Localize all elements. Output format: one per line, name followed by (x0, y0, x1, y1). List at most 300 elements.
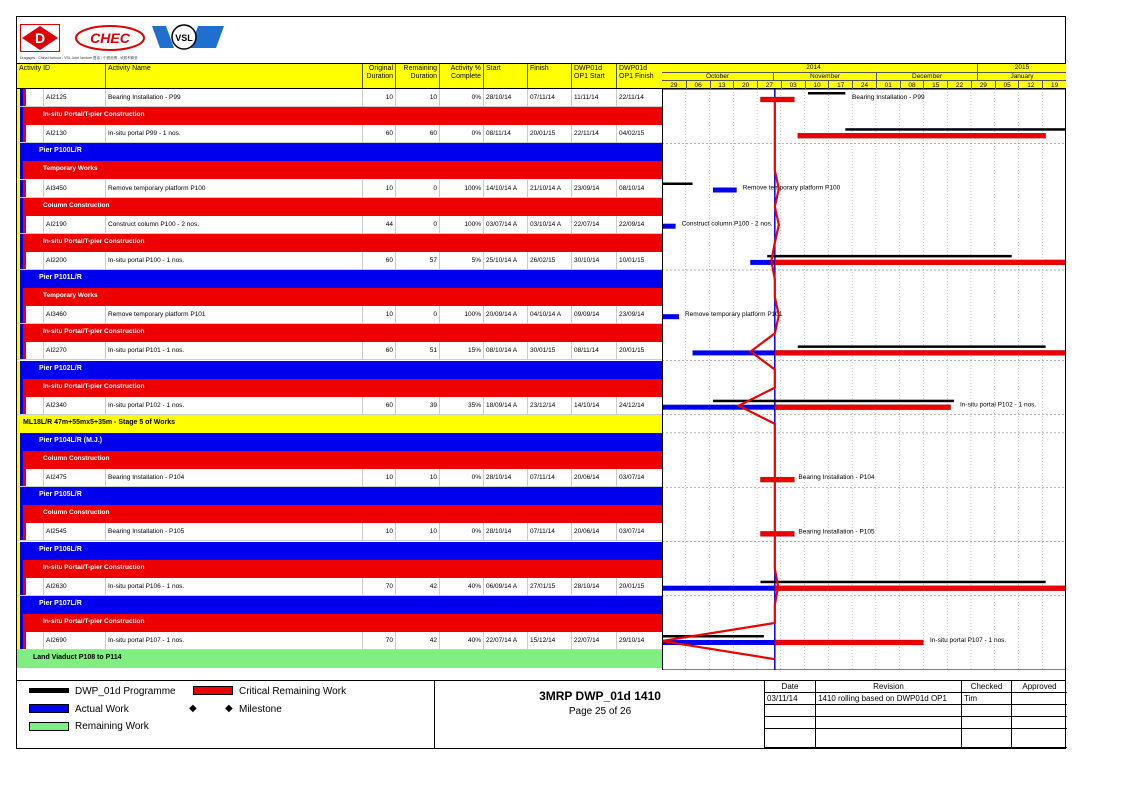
indent-stripe (17, 361, 20, 379)
rev-empty-cell (815, 717, 961, 729)
gantt-row-bg (662, 505, 1066, 523)
op1-start-cell: 11/11/14 (571, 89, 616, 107)
critical-remaining-bar (798, 133, 1046, 138)
indent-stripe (23, 252, 26, 269)
finish-cell: 15/12/14 (527, 632, 571, 650)
indent-stripe (23, 342, 26, 359)
activity-name-cell: Bearing Installation - P99 (105, 89, 362, 107)
indent-stripe (17, 433, 20, 451)
critical-remaining-bar (760, 531, 794, 536)
timescale-day: 24 (852, 80, 876, 89)
remaining-duration-cell: 10 (395, 469, 439, 487)
gantt-row-bg (662, 415, 1066, 433)
indent-stripe (17, 143, 20, 161)
activity-name-cell: Remove temporary platform P101 (105, 306, 362, 324)
op1-start-cell: 14/10/14 (571, 397, 616, 415)
timescale-day: 01 (876, 80, 900, 89)
activity-id-cell: AI2130 (43, 125, 105, 143)
wbs-band-label: Column Construction (43, 201, 110, 209)
timescale-day: 29 (662, 80, 686, 89)
programme-bar (845, 128, 1066, 131)
remaining-duration-cell: 0 (395, 306, 439, 324)
activity-id-cell: AI2270 (43, 342, 105, 360)
timescale-day: 27 (757, 80, 781, 89)
percent-complete-cell: 0% (439, 125, 483, 143)
legend (17, 680, 434, 748)
op1-finish-cell: 08/10/14 (616, 180, 662, 198)
gantt-row-bg (662, 650, 1066, 668)
actual-work-bar (662, 224, 676, 229)
wbs-band-row[interactable] (17, 361, 662, 379)
wbs-band-label: In-situ Portal/T-pier Construction (43, 111, 145, 119)
op1-start-cell: 23/09/14 (571, 180, 616, 198)
programme-bar (767, 255, 1011, 258)
bar-label: Remove temporary platform P100 (742, 184, 841, 192)
percent-complete-cell: 5% (439, 252, 483, 270)
wbs-band-row[interactable] (17, 198, 662, 216)
milestone-diamond-icon: ◆ (225, 703, 233, 714)
start-cell: 28/10/14 (483, 523, 527, 541)
remaining-duration-cell: 51 (395, 342, 439, 360)
op1-start-cell: 22/07/14 (571, 632, 616, 650)
start-cell: 08/10/14 A (483, 342, 527, 360)
remaining-duration-cell: 60 (395, 125, 439, 143)
percent-complete-cell: 35% (439, 397, 483, 415)
wbs-band-row[interactable] (17, 433, 662, 451)
activity-id-cell: AI2690 (43, 632, 105, 650)
rev-header-revision: Revision (815, 681, 961, 693)
wbs-band-row[interactable] (17, 505, 662, 523)
rev-approved (1011, 693, 1067, 705)
gantt-row-bg (662, 379, 1066, 397)
rev-header-checked: Checked (961, 681, 1011, 693)
bar-label: Bearing Installation - P104 (798, 474, 875, 482)
col-activity-id[interactable]: Activity ID (19, 65, 51, 72)
wbs-band-row[interactable] (17, 234, 662, 252)
op1-start-cell: 22/11/14 (571, 125, 616, 143)
table-row[interactable] (17, 523, 662, 541)
table-row[interactable] (17, 306, 662, 324)
wbs-band-row[interactable] (17, 614, 662, 632)
wbs-band-label: In-situ Portal/T-pier Construction (43, 237, 145, 245)
col-finish[interactable]: Finish (527, 64, 571, 88)
svg-text:VSL: VSL (175, 33, 193, 43)
indent-stripe (23, 578, 26, 595)
col-activity-name[interactable]: Activity Name (105, 64, 379, 88)
rev-header-date: Date (765, 681, 815, 693)
bar-label: In-situ portal P107 - 1 nos. (930, 637, 1007, 644)
svg-text:CHEC: CHEC (90, 30, 130, 46)
indent-stripe (20, 379, 23, 397)
programme-bar (662, 635, 764, 638)
op1-start-cell: 08/11/14 (571, 342, 616, 360)
finish-cell: 07/11/14 (527, 469, 571, 487)
rev-empty-cell (765, 705, 815, 717)
wbs-band-label: Temporary Works (43, 165, 98, 173)
wbs-band-row[interactable] (17, 288, 662, 306)
op1-start-cell: 20/06/14 (571, 469, 616, 487)
rev-checked: Tim (961, 693, 1011, 705)
op1-finish-cell: 20/01/15 (616, 578, 662, 596)
timescale-day: 05 (995, 80, 1019, 89)
original-duration-cell: 10 (362, 180, 395, 198)
timescale-day: 29 (971, 80, 995, 89)
col-start[interactable]: Start (483, 64, 527, 88)
table-row[interactable] (17, 632, 662, 650)
percent-complete-cell: 40% (439, 632, 483, 650)
op1-finish-cell: 24/12/14 (616, 397, 662, 415)
start-cell: 22/07/14 A (483, 632, 527, 650)
bar-label: Remove temporary platform P101 (684, 311, 783, 319)
original-duration-cell: 70 (362, 578, 395, 596)
op1-finish-cell: 03/07/14 (616, 523, 662, 541)
wbs-band-row[interactable] (17, 451, 662, 469)
indent-stripe (20, 451, 23, 469)
indent-stripe (17, 270, 20, 288)
actual-work-bar (713, 188, 737, 193)
wbs-band-label: Pier P107L/R (39, 599, 82, 607)
indent-stripe (23, 125, 26, 142)
rev-empty-cell (1011, 717, 1067, 729)
finish-cell: 07/11/14 (527, 89, 571, 107)
col-activity-complete[interactable]: Activity % Complete (439, 64, 483, 88)
table-row[interactable] (17, 180, 662, 198)
page-number: Page 25 of 26 (568, 706, 632, 717)
gantt-bars (662, 89, 1066, 670)
start-cell: 03/07/14 A (483, 216, 527, 234)
revision-table (764, 680, 1066, 748)
indent-stripe (23, 180, 26, 197)
gantt-row-bg (662, 234, 1066, 252)
col-original-duration[interactable]: Original Duration (362, 64, 395, 88)
gantt-row-bg (662, 270, 1066, 288)
gantt-row-bg (662, 542, 1066, 560)
op1-finish-cell: 10/01/15 (616, 252, 662, 270)
wbs-band-row[interactable] (17, 650, 662, 668)
activity-name-cell: Remove temporary platform P100 (105, 180, 362, 198)
bar-label: Construct column P100 - 2 nos. (681, 220, 773, 228)
op1-start-cell: 22/07/14 (571, 216, 616, 234)
programme-bar (808, 92, 845, 95)
actual-work-bar (662, 586, 775, 591)
timescale-day: 22 (947, 80, 971, 89)
op1-finish-cell: 22/09/14 (616, 216, 662, 234)
original-duration-cell: 10 (362, 523, 395, 541)
activity-name-cell: In-situ portal P102 - 1 nos. (105, 397, 362, 415)
bar-label: Bearing Installation - P99 (852, 94, 925, 101)
timescale-day: 03 (781, 80, 805, 89)
gantt-row-bg (662, 143, 1066, 161)
activity-id-cell: AI2340 (43, 397, 105, 415)
year-2014: 2014 (806, 64, 821, 71)
activity-name-cell: Construct column P100 - 2 nos. (105, 216, 362, 234)
percent-complete-cell: 15% (439, 342, 483, 360)
rev-description: 1410 rolling based on DWP01d OP1 (815, 693, 961, 705)
rev-empty-cell (765, 729, 815, 748)
start-cell: 08/11/14 (483, 125, 527, 143)
rev-empty-cell (1011, 729, 1067, 748)
legend-actual-swatch (29, 704, 69, 713)
gantt-row-bg (662, 487, 1066, 505)
vsl-logo-icon (152, 22, 224, 52)
activity-id-cell: AI2630 (43, 578, 105, 596)
programme-bar (760, 581, 1045, 584)
legend-remaining-label: Remaining Work (75, 721, 149, 732)
finish-cell: 30/01/15 (527, 342, 571, 360)
original-duration-cell: 10 (362, 469, 395, 487)
rev-empty-cell (765, 717, 815, 729)
table-row[interactable] (17, 216, 662, 234)
activity-table (17, 89, 662, 670)
gantt-row-bg (662, 433, 1066, 451)
programme-bar (662, 183, 693, 186)
table-row[interactable] (17, 342, 662, 360)
rev-header-approved: Approved (1011, 681, 1067, 693)
activity-name-cell: In-situ portal P100 - 1 nos. (105, 252, 362, 270)
document-title: 3MRP DWP_01d 1410 (539, 689, 661, 703)
activity-id-cell: AI2475 (43, 469, 105, 487)
percent-complete-cell: 40% (439, 578, 483, 596)
wbs-band-row[interactable] (17, 379, 662, 397)
company-logos (20, 22, 210, 58)
wbs-band-row[interactable] (17, 542, 662, 560)
wbs-band-label: Pier P101L/R (39, 274, 82, 281)
col-op1-start[interactable]: DWP01d OP1 Start (571, 64, 616, 88)
percent-complete-cell: 0% (439, 469, 483, 487)
actual-work-bar (693, 350, 775, 355)
wbs-band-label: Column Construction (43, 455, 110, 462)
activity-id-cell: AI2200 (43, 252, 105, 270)
rev-empty-cell (815, 729, 961, 748)
bar-label: Bearing Installation - P105 (798, 528, 875, 536)
wbs-band-row[interactable] (17, 415, 662, 433)
original-duration-cell: 70 (362, 632, 395, 650)
gantt-row-bg (662, 198, 1066, 216)
legend-programme-swatch (29, 688, 69, 693)
critical-remaining-bar (775, 640, 924, 645)
activity-name-cell: In-situ portal P101 - 1 nos. (105, 342, 362, 360)
indent-stripe (23, 306, 26, 323)
percent-complete-cell: 100% (439, 216, 483, 234)
critical-remaining-bar (775, 350, 1066, 355)
rev-empty-cell (1011, 705, 1067, 717)
table-header (17, 63, 662, 89)
wbs-band-label: In-situ Portal/T-pier Construction (43, 382, 145, 390)
indent-stripe (23, 632, 26, 649)
remaining-duration-cell: 10 (395, 89, 439, 107)
table-row[interactable] (17, 252, 662, 270)
activity-name-cell: In-situ portal P106 - 1 nos. (105, 578, 362, 596)
indent-stripe (20, 505, 23, 523)
indent-stripe (20, 614, 23, 632)
wbs-band-label: In-situ Portal/T-pier Construction (43, 617, 145, 625)
op1-finish-cell: 20/01/15 (616, 342, 662, 360)
op1-start-cell: 09/09/14 (571, 306, 616, 324)
start-cell: 14/10/14 A (483, 180, 527, 198)
original-duration-cell: 10 (362, 89, 395, 107)
col-remaining-duration[interactable]: Remaining Duration (395, 64, 439, 88)
timescale-day: 15 (923, 80, 947, 89)
activity-id-cell: AI2190 (43, 216, 105, 234)
finish-cell: 23/12/14 (527, 397, 571, 415)
start-cell: 25/10/14 A (483, 252, 527, 270)
programme-bar (798, 345, 1046, 348)
critical-remaining-bar (760, 477, 794, 482)
timescale-day: 10 (805, 80, 829, 89)
wbs-band-label: Pier P100L/R (39, 147, 82, 155)
activity-id-cell: AI2125 (43, 89, 105, 107)
indent-stripe (17, 487, 20, 505)
logo-caption: Dragages - China Harbour - VSL Joint Venture 寶嘉 - 中國港灣 - 威勝利聯營 (20, 56, 138, 60)
critical-remaining-bar (760, 97, 794, 102)
start-cell: 06/09/14 A (483, 578, 527, 596)
indent-stripe (23, 397, 26, 414)
indent-stripe (20, 324, 23, 342)
indent-stripe (20, 234, 23, 252)
timescale-day: 13 (710, 80, 734, 89)
remaining-duration-cell: 10 (395, 523, 439, 541)
col-op1-finish[interactable]: DWP01d OP1 Finish (616, 64, 662, 88)
wbs-band-row[interactable] (17, 324, 662, 342)
critical-remaining-bar (775, 586, 1066, 591)
wbs-band-label: Pier P104L/R (M.J.) (39, 436, 103, 444)
wbs-band-label: Land Viaduct P108 to P114 (33, 654, 122, 662)
finish-cell: 27/01/15 (527, 578, 571, 596)
table-row[interactable] (17, 397, 662, 415)
percent-complete-cell: 100% (439, 180, 483, 198)
table-row[interactable] (17, 469, 662, 487)
wbs-band-row[interactable] (17, 560, 662, 578)
timescale-day: 17 (828, 80, 852, 89)
op1-start-cell: 28/10/14 (571, 578, 616, 596)
remaining-duration-cell: 42 (395, 578, 439, 596)
activity-name-cell: In-situ portal P99 - 1 nos. (105, 125, 362, 143)
critical-remaining-bar (775, 405, 951, 410)
legend-milestone-label: Milestone (239, 704, 282, 715)
month-october: October (662, 72, 773, 80)
indent-stripe (20, 161, 23, 179)
wbs-band-label: In-situ Portal/T-pier Construction (43, 328, 145, 336)
legend-critical-swatch (193, 686, 233, 695)
wbs-band-label: Pier P106L/R (39, 545, 82, 553)
month-november: November (773, 72, 876, 80)
wbs-band-label: In-situ Portal/T-pier Construction (43, 563, 145, 571)
finish-cell: 21/10/14 A (527, 180, 571, 198)
activity-name-cell: Bearing Installation - P105 (105, 523, 362, 541)
gantt-timescale (662, 63, 1066, 89)
remaining-duration-cell: 42 (395, 632, 439, 650)
table-row[interactable] (17, 578, 662, 596)
start-cell: 20/09/14 A (483, 306, 527, 324)
original-duration-cell: 60 (362, 342, 395, 360)
timescale-day: 19 (1042, 80, 1066, 89)
indent-stripe (20, 198, 23, 216)
wbs-band-label: ML18L/R 47m+55mx5+35m - Stage 5 of Works (23, 418, 175, 426)
op1-finish-cell: 22/11/14 (616, 89, 662, 107)
wbs-band-row[interactable] (17, 143, 662, 161)
wbs-band-label: Pier P105L/R (39, 491, 82, 499)
timescale-day: 12 (1018, 80, 1042, 89)
svg-text:D: D (34, 30, 46, 46)
activity-name-cell: Bearing Installation - P104 (105, 469, 362, 487)
gantt-row-bg (662, 560, 1066, 578)
legend-remaining-swatch (29, 722, 69, 731)
op1-start-cell: 20/06/14 (571, 523, 616, 541)
rev-empty-cell (961, 729, 1011, 748)
percent-complete-cell: 100% (439, 306, 483, 324)
wbs-band-row[interactable] (17, 161, 662, 179)
indent-stripe (23, 523, 26, 540)
wbs-band-row[interactable] (17, 487, 662, 505)
critical-remaining-bar (775, 260, 1066, 265)
gantt-chart (662, 63, 1066, 670)
timescale-day: 20 (733, 80, 757, 89)
rev-empty-cell (961, 717, 1011, 729)
activity-id-cell: AI2545 (43, 523, 105, 541)
op1-finish-cell: 29/10/14 (616, 632, 662, 650)
gantt-row-bg (662, 451, 1066, 469)
percent-complete-cell: 0% (439, 523, 483, 541)
gantt-row-bg (662, 596, 1066, 614)
gantt-row-bg (662, 288, 1066, 306)
legend-critical-label: Critical Remaining Work (239, 686, 347, 697)
finish-cell: 04/10/14 A (527, 306, 571, 324)
wbs-band-row[interactable] (17, 596, 662, 614)
remaining-duration-cell: 0 (395, 216, 439, 234)
activity-name-cell: In-situ portal P107 - 1 nos. (105, 632, 362, 650)
year-2015: 2015 (977, 64, 1066, 72)
gantt-row-bg (662, 361, 1066, 379)
start-cell: 28/10/14 (483, 89, 527, 107)
original-duration-cell: 60 (362, 125, 395, 143)
op1-finish-cell: 04/02/15 (616, 125, 662, 143)
table-row[interactable] (17, 89, 662, 107)
table-row[interactable] (17, 125, 662, 143)
op1-finish-cell: 23/09/14 (616, 306, 662, 324)
timescale-day: 06 (686, 80, 710, 89)
remaining-duration-cell: 57 (395, 252, 439, 270)
month-december: December (876, 72, 977, 80)
finish-cell: 20/01/15 (527, 125, 571, 143)
indent-stripe (23, 89, 26, 106)
finish-cell: 07/11/14 (527, 523, 571, 541)
gantt-row-bg (662, 614, 1066, 632)
original-duration-cell: 44 (362, 216, 395, 234)
gantt-row-bg (662, 324, 1066, 342)
remaining-duration-cell: 0 (395, 180, 439, 198)
original-duration-cell: 60 (362, 252, 395, 270)
bar-label: In-situ portal P102 - 1 nos. (960, 401, 1037, 409)
op1-start-cell: 30/10/14 (571, 252, 616, 270)
activity-id-cell: AI3460 (43, 306, 105, 324)
wbs-band-row[interactable] (17, 107, 662, 125)
op1-finish-cell: 03/07/14 (616, 469, 662, 487)
wbs-band-label: Column Construction (43, 509, 110, 517)
indent-stripe (23, 216, 26, 233)
start-cell: 28/10/14 (483, 469, 527, 487)
indent-stripe (23, 469, 26, 486)
indent-stripe (17, 542, 20, 560)
original-duration-cell: 10 (362, 306, 395, 324)
percent-complete-cell: 0% (439, 89, 483, 107)
indent-stripe (20, 560, 23, 578)
title-block (434, 680, 764, 748)
wbs-band-label: Temporary Works (43, 292, 98, 300)
month-january: January (977, 72, 1066, 80)
wbs-band-row[interactable] (17, 270, 662, 288)
legend-actual-label: Actual Work (75, 704, 129, 715)
dragages-logo-icon (20, 24, 60, 52)
